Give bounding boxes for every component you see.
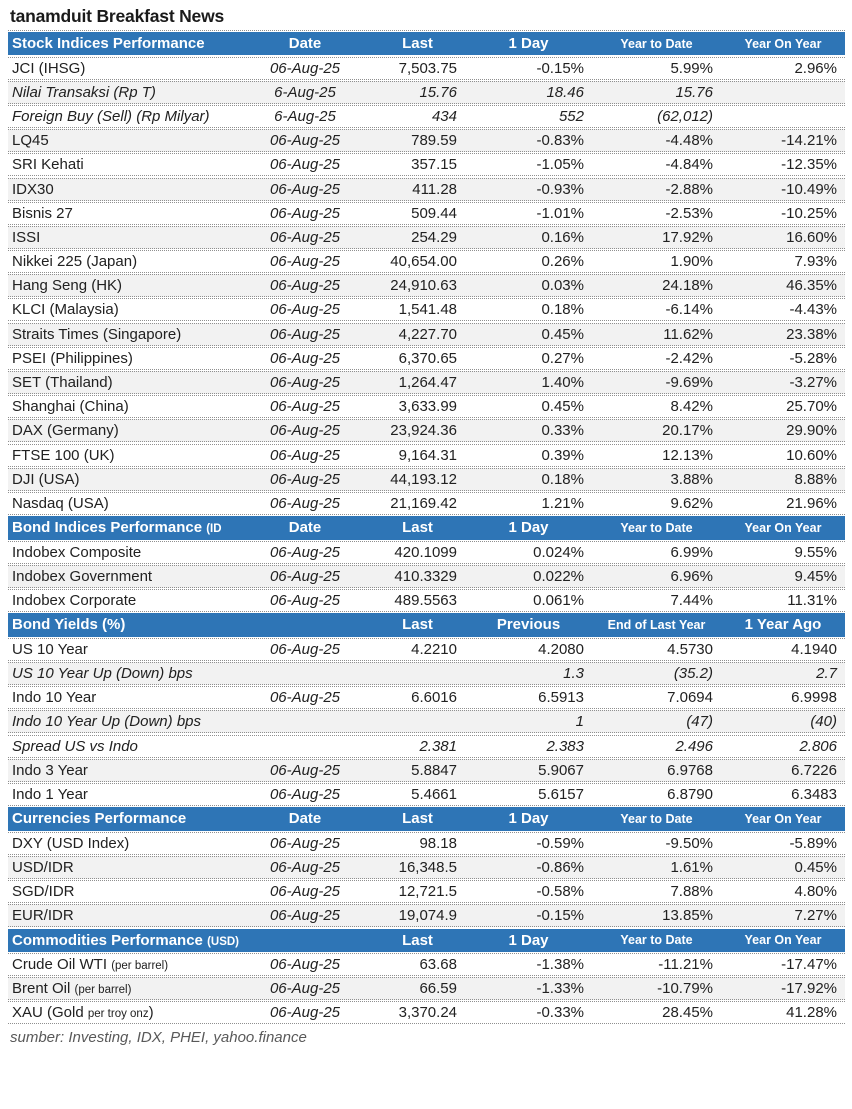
cell-value: 7.27%: [794, 907, 837, 925]
cell-date: 06-Aug-25: [269, 349, 341, 367]
row-label: KLCI (Malaysia): [12, 301, 119, 319]
cell-date: 06-Aug-25: [269, 956, 341, 974]
cell-date: 06-Aug-25: [269, 494, 341, 512]
cell-date: 6-Aug-25: [274, 83, 336, 101]
cell-value: (62,012): [657, 107, 713, 125]
cell-value: 5.9067: [538, 761, 584, 779]
cell-value: 18.46: [546, 83, 584, 101]
cell-value: 12,721.5: [398, 883, 457, 901]
column-header-year-to-date: Year to Date: [620, 520, 693, 535]
table-row-eur-idr: [8, 904, 845, 927]
cell-date: 06-Aug-25: [269, 374, 341, 392]
cell-value: 411.28: [412, 180, 457, 198]
cell-value: 0.16%: [541, 228, 584, 246]
cell-value: 254.29: [411, 228, 457, 246]
table-row-spread-us-vs-indo: [8, 735, 845, 758]
cell-value: -17.47%: [781, 956, 837, 974]
row-label: Indo 10 Year Up (Down) bps: [12, 713, 202, 731]
cell-value: 410.3329: [394, 567, 457, 585]
cell-value: -0.86%: [536, 858, 584, 876]
row-label: Straits Times (Singapore): [12, 325, 182, 343]
cell-value: 29.90%: [786, 422, 837, 440]
column-header-1-day: 1 Day: [508, 810, 549, 828]
row-label-small: (per barrel): [74, 984, 132, 997]
cell-value: -14.21%: [781, 132, 837, 150]
cell-date: 06-Aug-25: [269, 543, 341, 561]
cell-value: -11.21%: [658, 956, 713, 974]
cell-date: 06-Aug-25: [269, 640, 341, 658]
cell-value: 0.45%: [541, 325, 584, 343]
cell-value: -4.84%: [665, 156, 713, 174]
row-label: Indobex Government: [12, 567, 153, 585]
cell-value: -1.01%: [536, 204, 584, 222]
cell-value: 8.42%: [670, 398, 713, 416]
cell-value: 0.26%: [541, 253, 584, 271]
cell-date: 06-Aug-25: [269, 301, 341, 319]
cell-value: 789.59: [411, 132, 457, 150]
table-row-foreign-buy-sell-rp-milyar: [8, 105, 845, 128]
cell-value: -2.88%: [665, 180, 713, 198]
row-label: Shanghai (China): [12, 398, 129, 416]
section-title: Stock Indices Performance: [12, 35, 205, 53]
row-label: ISSI: [12, 228, 41, 246]
cell-value: 24.18%: [662, 277, 713, 295]
row-label: JCI (IHSG): [12, 59, 86, 77]
cell-value: 21.96%: [786, 494, 837, 512]
cell-value: 20.17%: [662, 422, 713, 440]
cell-value: -1.05%: [536, 156, 584, 174]
cell-date: 06-Aug-25: [269, 907, 341, 925]
cell-value: 15.76: [675, 83, 713, 101]
table-row-crude-oil-wti: [8, 953, 845, 976]
cell-value: 44,193.12: [390, 470, 457, 488]
cell-value: 0.18%: [541, 470, 584, 488]
cell-value: -0.59%: [536, 834, 584, 852]
row-label: IDX30: [12, 180, 54, 198]
column-header-year-on-year: Year On Year: [744, 811, 822, 826]
row-label: USD/IDR: [12, 858, 74, 876]
row-label: Indobex Composite: [12, 543, 142, 561]
cell-value: 5.8847: [411, 761, 457, 779]
cell-value: -5.89%: [789, 834, 837, 852]
cell-value: 46.35%: [786, 277, 837, 295]
cell-value: 98.18: [419, 834, 457, 852]
cell-value: -10.25%: [781, 204, 837, 222]
cell-value: -6.14%: [665, 301, 713, 319]
cell-value: 1: [575, 713, 584, 731]
cell-value: 25.70%: [786, 398, 837, 416]
row-label: SRI Kehati: [12, 156, 84, 174]
table-row-jci-ihsg: [8, 57, 845, 80]
column-header-year-to-date: Year to Date: [620, 811, 693, 826]
cell-value: 0.061%: [533, 592, 584, 610]
cell-value: 4.2210: [411, 640, 457, 658]
cell-value: 19,074.9: [398, 907, 457, 925]
section-title: Currencies Performance: [12, 810, 187, 828]
cell-value: -1.38%: [536, 956, 584, 974]
column-header-year-on-year: Year On Year: [744, 933, 822, 948]
section-header-stock-indices-performance: [8, 32, 845, 55]
column-header-1-day: 1 Day: [508, 35, 549, 53]
cell-date: 06-Aug-25: [269, 422, 341, 440]
cell-date: 06-Aug-25: [269, 761, 341, 779]
cell-value: 66.59: [419, 980, 457, 998]
table-row-nilai-transaksi-rp-t: [8, 81, 845, 104]
cell-value: 3.88%: [670, 470, 713, 488]
cell-value: 1,264.47: [398, 374, 457, 392]
cell-value: 28.45%: [662, 1004, 713, 1022]
cell-value: 11.62%: [663, 325, 713, 343]
cell-value: -9.69%: [665, 374, 713, 392]
table-row-sri-kehati: [8, 153, 845, 176]
cell-value: 17.92%: [662, 228, 713, 246]
cell-value: 4.80%: [794, 883, 837, 901]
cell-value: 6,370.65: [398, 349, 457, 367]
table-row-sgd-idr: [8, 880, 845, 903]
table-row-indobex-composite: [8, 541, 845, 564]
cell-value: 23,924.36: [390, 422, 457, 440]
row-label: Bisnis 27: [12, 204, 73, 222]
cell-value: 7.44%: [670, 592, 713, 610]
cell-value: 12.13%: [662, 446, 713, 464]
table-row-nasdaq-usa: [8, 492, 845, 515]
cell-date: 06-Aug-25: [269, 883, 341, 901]
column-header-last: Last: [402, 810, 433, 828]
cell-value: 1.90%: [670, 253, 713, 271]
cell-value: -12.35%: [781, 156, 837, 174]
row-label-small: (per barrel): [111, 960, 169, 973]
cell-value: -0.15%: [536, 907, 584, 925]
cell-value: 0.27%: [541, 349, 584, 367]
cell-value: 2.381: [419, 737, 457, 755]
cell-value: 16.60%: [786, 228, 837, 246]
cell-value: 0.03%: [541, 277, 584, 295]
table-row-brent-oil: [8, 977, 845, 1000]
section-title: Commodities Performance (USD): [12, 931, 240, 949]
row-label: Indo 3 Year: [12, 761, 88, 779]
cell-date: 06-Aug-25: [269, 132, 341, 150]
cell-value: -2.53%: [665, 204, 713, 222]
row-label: Indobex Corporate: [12, 592, 137, 610]
cell-value: 5.4661: [411, 785, 457, 803]
cell-value: 6.7226: [791, 761, 837, 779]
cell-value: -2.42%: [665, 349, 713, 367]
cell-value: 13.85%: [662, 907, 713, 925]
table-row-dxy-usd-index: [8, 832, 845, 855]
cell-value: 6.9768: [667, 761, 713, 779]
table-row-indo-10-year-up-down-bps: [8, 710, 845, 733]
cell-value: 0.33%: [541, 422, 584, 440]
market-table: [8, 30, 845, 1024]
cell-value: -0.33%: [536, 1004, 584, 1022]
row-label: Hang Seng (HK): [12, 277, 123, 295]
cell-value: 1.21%: [541, 494, 584, 512]
cell-value: 4,227.70: [398, 325, 457, 343]
table-row-dax-germany: [8, 419, 845, 442]
cell-value: 21,169.42: [390, 494, 457, 512]
table-row-nikkei-225-japan: [8, 250, 845, 273]
row-label: Spread US vs Indo: [12, 737, 138, 755]
cell-value: -9.50%: [665, 834, 713, 852]
cell-value: (40): [810, 713, 837, 731]
row-label: Nasdaq (USA): [12, 494, 109, 512]
row-label: Brent Oil (per barrel): [12, 980, 132, 998]
cell-value: 11.31%: [787, 592, 837, 610]
cell-value: 420.1099: [394, 543, 457, 561]
cell-value: 9.55%: [794, 543, 837, 561]
section-title: Bond Yields (%): [12, 616, 126, 634]
cell-date: 06-Aug-25: [269, 689, 341, 707]
cell-value: 1.40%: [541, 374, 584, 392]
column-header-previous: Previous: [496, 616, 561, 634]
cell-value: 357.15: [411, 156, 457, 174]
cell-date: 06-Aug-25: [269, 398, 341, 416]
cell-date: 06-Aug-25: [269, 325, 341, 343]
row-label: XAU (Gold per troy onz): [12, 1004, 154, 1022]
cell-value: 2.383: [546, 737, 584, 755]
cell-value: 1.61%: [670, 858, 713, 876]
table-row-hang-seng-hk: [8, 274, 845, 297]
section-header-bond-indices-performance: [8, 516, 845, 539]
column-header-last: Last: [402, 35, 433, 53]
table-row-indo-1-year: [8, 783, 845, 806]
cell-date: 6-Aug-25: [274, 107, 336, 125]
column-header-year-on-year: Year On Year: [744, 520, 822, 535]
cell-value: 15.76: [419, 83, 457, 101]
table-row-ftse-100-uk: [8, 444, 845, 467]
column-header-end-of-last-year: End of Last Year: [607, 617, 706, 632]
column-header-date: Date: [288, 810, 322, 828]
cell-date: 06-Aug-25: [269, 834, 341, 852]
cell-value: 3,370.24: [398, 1004, 457, 1022]
row-label: PSEI (Philippines): [12, 349, 133, 367]
table-row-usd-idr: [8, 856, 845, 879]
cell-value: -17.92%: [781, 980, 837, 998]
table-row-us-10-year: [8, 638, 845, 661]
row-label: Foreign Buy (Sell) (Rp Milyar): [12, 107, 210, 125]
cell-value: 10.60%: [786, 446, 837, 464]
column-header-year-to-date: Year to Date: [620, 36, 693, 51]
cell-date: 06-Aug-25: [269, 253, 341, 271]
cell-date: 06-Aug-25: [269, 785, 341, 803]
cell-value: 6.9998: [791, 689, 837, 707]
cell-value: 2.96%: [794, 59, 837, 77]
cell-date: 06-Aug-25: [269, 156, 341, 174]
table-row-shanghai-china: [8, 395, 845, 418]
table-row-xau-gold: [8, 1001, 845, 1024]
cell-value: 0.45%: [541, 398, 584, 416]
row-label: US 10 Year Up (Down) bps: [12, 665, 193, 683]
cell-value: 4.2080: [538, 640, 584, 658]
cell-value: 0.022%: [533, 567, 584, 585]
cell-value: -0.15%: [536, 59, 584, 77]
column-header-last: Last: [402, 616, 433, 634]
cell-value: 41.28%: [786, 1004, 837, 1022]
section-header-commodities-performance: [8, 929, 845, 952]
cell-value: 7.88%: [670, 883, 713, 901]
table-row-indo-10-year: [8, 686, 845, 709]
section-title-suffix: (USD): [207, 935, 240, 948]
cell-value: 0.39%: [541, 446, 584, 464]
cell-value: 5.6157: [538, 785, 584, 803]
column-header-year-to-date: Year to Date: [620, 933, 693, 948]
table-row-set-thailand: [8, 371, 845, 394]
cell-value: 552: [558, 107, 584, 125]
cell-value: 2.7: [816, 665, 837, 683]
cell-value: 7,503.75: [398, 59, 457, 77]
cell-date: 06-Aug-25: [269, 567, 341, 585]
cell-value: 2.496: [675, 737, 713, 755]
cell-value: 4.1940: [791, 640, 837, 658]
row-label: Nilai Transaksi (Rp T): [12, 83, 156, 101]
cell-value: 6.3483: [791, 785, 837, 803]
cell-value: -0.58%: [536, 883, 584, 901]
cell-value: 9,164.31: [398, 446, 457, 464]
cell-value: 2.806: [799, 737, 837, 755]
table-row-klci-malaysia: [8, 298, 845, 321]
cell-value: 23.38%: [786, 325, 837, 343]
cell-value: 24,910.63: [390, 277, 457, 295]
cell-value: 6.6016: [411, 689, 457, 707]
row-label: DAX (Germany): [12, 422, 119, 440]
row-label: EUR/IDR: [12, 907, 74, 925]
cell-value: 9.62%: [670, 494, 713, 512]
cell-value: 6.96%: [670, 567, 713, 585]
cell-value: -10.49%: [781, 180, 837, 198]
table-row-psei-philippines: [8, 347, 845, 370]
table-row-indobex-corporate: [8, 589, 845, 612]
cell-value: 0.024%: [533, 543, 584, 561]
cell-value: 16,348.5: [398, 858, 457, 876]
page-title: tanamduit Breakfast News: [10, 6, 225, 26]
column-header-1-day: 1 Day: [508, 519, 549, 537]
row-label: Indo 1 Year: [12, 785, 88, 803]
cell-value: 7.0694: [667, 689, 713, 707]
cell-value: 489.5563: [394, 592, 457, 610]
row-label: DXY (USD Index): [12, 834, 130, 852]
cell-value: 40,654.00: [390, 253, 457, 271]
cell-date: 06-Aug-25: [269, 980, 341, 998]
source-note: sumber: Investing, IDX, PHEI, yahoo.finance: [10, 1029, 307, 1047]
table-row-dji-usa: [8, 468, 845, 491]
column-header-year-on-year: Year On Year: [744, 36, 822, 51]
cell-value: 434: [431, 107, 457, 125]
cell-value: 1,541.48: [398, 301, 457, 319]
cell-value: 0.18%: [541, 301, 584, 319]
table-row-lq45: [8, 129, 845, 152]
cell-date: 06-Aug-25: [269, 446, 341, 464]
cell-date: 06-Aug-25: [269, 180, 341, 198]
section-title: Bond Indices Performance (ID: [12, 519, 222, 537]
cell-value: 6.8790: [667, 785, 713, 803]
cell-date: 06-Aug-25: [269, 59, 341, 77]
cell-value: -5.28%: [789, 349, 837, 367]
row-label: US 10 Year: [12, 640, 88, 658]
cell-value: 6.99%: [670, 543, 713, 561]
row-label: SGD/IDR: [12, 883, 75, 901]
row-label: Indo 10 Year: [12, 689, 97, 707]
column-header-last: Last: [402, 931, 433, 949]
table-row-straits-times-singapore: [8, 323, 845, 346]
cell-date: 06-Aug-25: [269, 277, 341, 295]
cell-date: 06-Aug-25: [269, 228, 341, 246]
section-header-currencies-performance: [8, 807, 845, 830]
section-header-bond-yields: [8, 613, 845, 636]
table-row-indobex-government: [8, 565, 845, 588]
cell-value: 63.68: [419, 956, 457, 974]
row-label: SET (Thailand): [12, 374, 113, 392]
cell-value: (47): [686, 713, 713, 731]
row-label: LQ45: [12, 132, 49, 150]
cell-value: 9.45%: [794, 567, 837, 585]
cell-date: 06-Aug-25: [269, 470, 341, 488]
table-row-idx30: [8, 178, 845, 201]
section-title-suffix: (ID: [206, 523, 222, 536]
cell-value: 509.44: [411, 204, 457, 222]
row-label: Crude Oil WTI (per barrel): [12, 956, 169, 974]
cell-value: -3.27%: [789, 374, 837, 392]
row-label: Nikkei 225 (Japan): [12, 253, 138, 271]
table-row-indo-3-year: [8, 759, 845, 782]
row-label: DJI (USA): [12, 470, 80, 488]
cell-value: 6.5913: [538, 689, 584, 707]
cell-value: (35.2): [673, 665, 713, 683]
cell-value: -4.43%: [789, 301, 837, 319]
column-header-1-year-ago: 1 Year Ago: [744, 616, 822, 634]
table-row-us-10-year-up-down-bps: [8, 662, 845, 685]
column-header-date: Date: [288, 519, 322, 537]
cell-date: 06-Aug-25: [269, 204, 341, 222]
cell-value: -10.79%: [657, 980, 713, 998]
table-row-bisnis-27: [8, 202, 845, 225]
cell-value: 7.93%: [794, 253, 837, 271]
row-label-small: per troy onz: [87, 1008, 149, 1021]
cell-value: 4.5730: [667, 640, 713, 658]
column-header-1-day: 1 Day: [508, 931, 549, 949]
cell-value: 0.45%: [794, 858, 837, 876]
column-header-date: Date: [288, 35, 322, 53]
cell-value: -0.93%: [536, 180, 584, 198]
cell-date: 06-Aug-25: [269, 592, 341, 610]
cell-value: 5.99%: [670, 59, 713, 77]
cell-date: 06-Aug-25: [269, 858, 341, 876]
cell-value: -0.83%: [536, 132, 584, 150]
cell-value: 3,633.99: [398, 398, 457, 416]
cell-value: 1.3: [563, 665, 584, 683]
row-label: FTSE 100 (UK): [12, 446, 115, 464]
table-row-issi: [8, 226, 845, 249]
cell-value: 8.88%: [794, 470, 837, 488]
cell-date: 06-Aug-25: [269, 1004, 341, 1022]
cell-value: -1.33%: [536, 980, 584, 998]
cell-value: -4.48%: [665, 132, 713, 150]
column-header-last: Last: [402, 519, 433, 537]
